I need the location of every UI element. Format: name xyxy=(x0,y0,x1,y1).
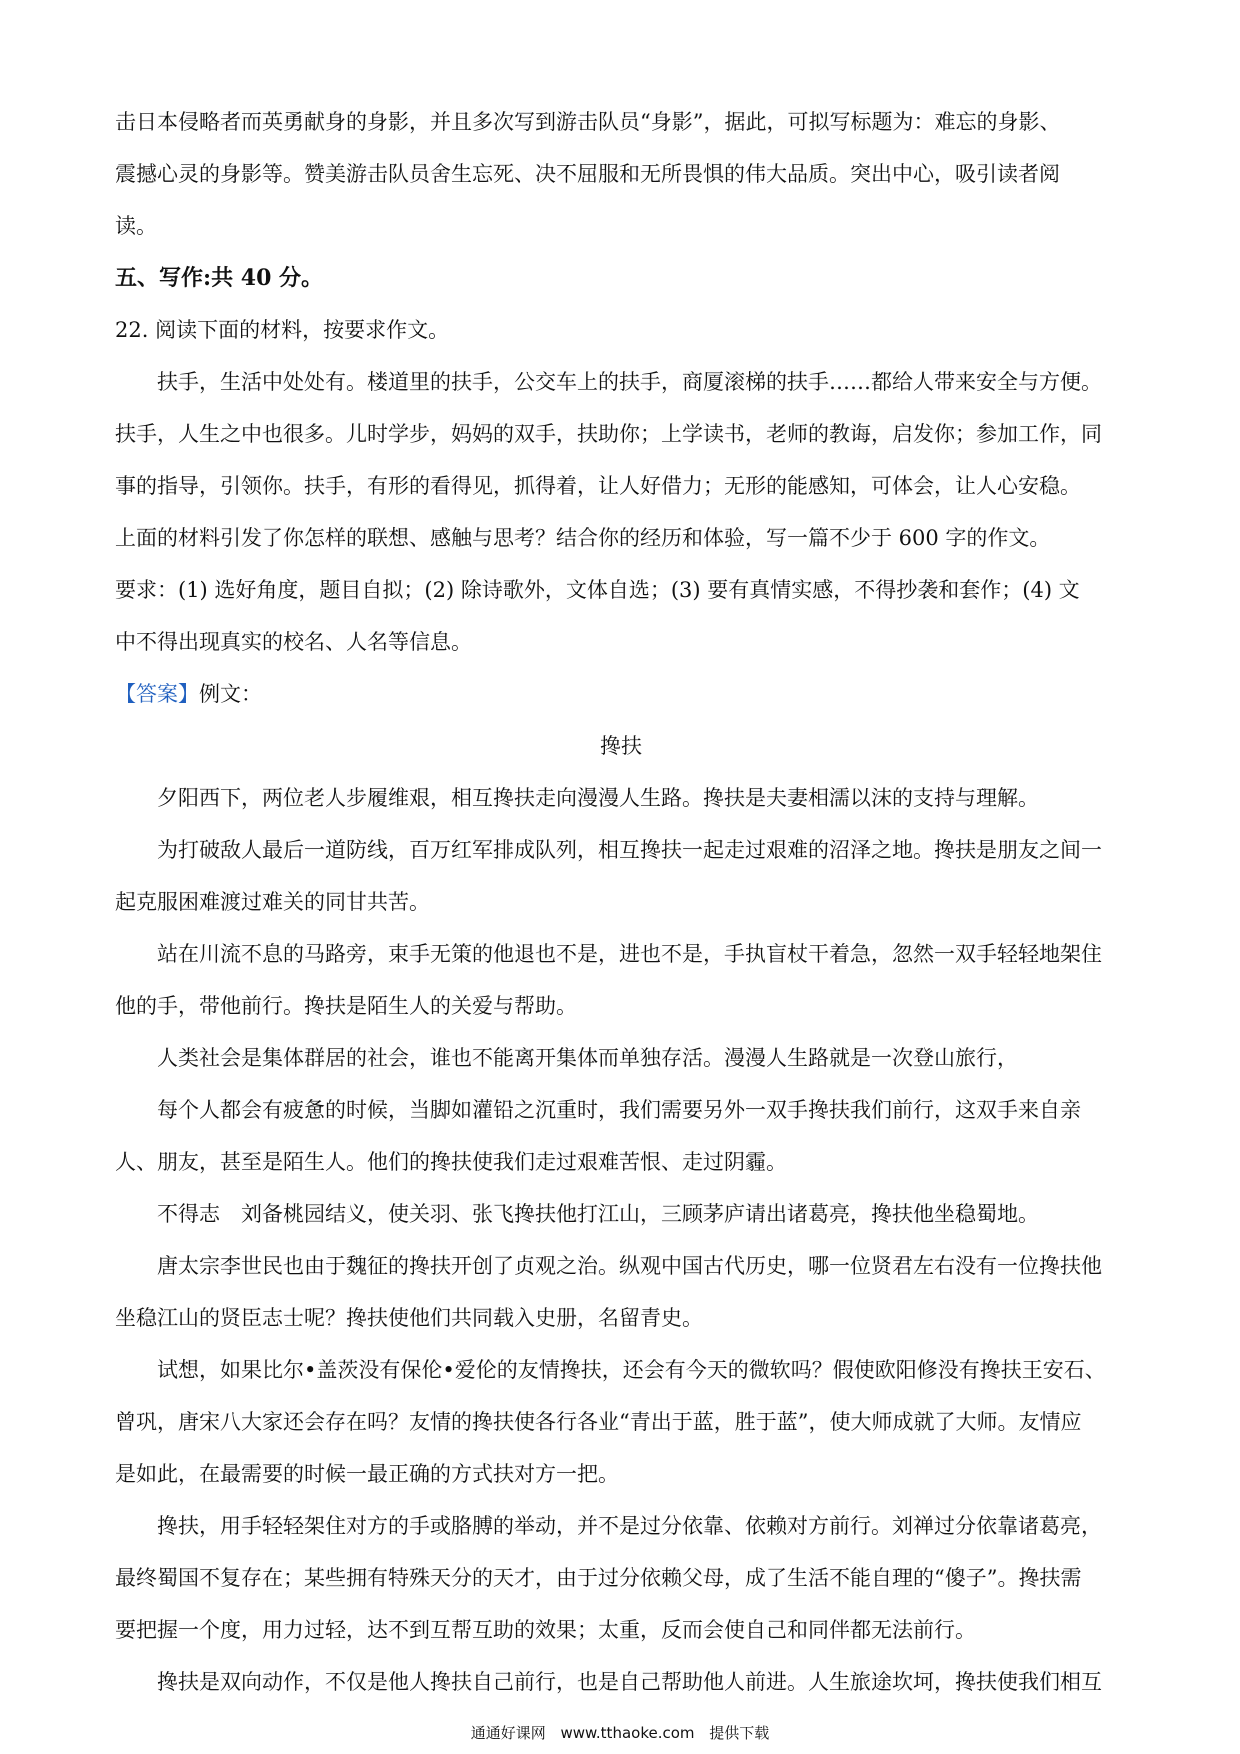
essay-line: 不得志 刘备桃园结义，使关羽、张飞搀扶他打江山，三顾茅庐请出诸葛亮，搀扶他坐稳蜀地。 xyxy=(157,1202,1039,1226)
answer-tag: 【答案】 xyxy=(115,682,199,706)
essay-line: 夕阳西下，两位老人步履维艰，相互搀扶走向漫漫人生路。搀扶是夫妻相濡以沫的支持与理解。 xyxy=(157,786,1039,810)
essay-line: 人、朋友，甚至是陌生人。他们的搀扶使我们走过艰难苦恨、走过阴霾。 xyxy=(115,1150,787,1174)
essay-line: 要把握一个度，用力过轻，达不到互帮互助的效果；太重，反而会使自己和同伴都无法前行。 xyxy=(115,1618,976,1642)
material-line: 扶手，人生之中也很多。儿时学步，妈妈的双手，扶助你；上学读书，老师的教诲，启发你；参加工作，同 xyxy=(115,422,1102,446)
requirements-line: 中不得出现真实的校名、人名等信息。 xyxy=(115,630,472,654)
essay-line: 为打破敌人最后一道防线，百万红军排成队列，相互搀扶一起走过艰难的沼泽之地。搀扶是朋友之间一 xyxy=(157,838,1102,862)
answer-line xyxy=(115,668,1127,720)
essay-line: 是如此，在最需要的时候一最正确的方式扶对方一把。 xyxy=(115,1462,619,1486)
footer-site-name: 通通好课网 xyxy=(470,1724,546,1742)
essay-line: 唐太宗李世民也由于魏征的搀扶开创了贞观之治。纵观中国古代历史，哪一位贤君左右没有一位搀扶他 xyxy=(157,1254,1102,1278)
document-body xyxy=(115,96,1127,1708)
essay-title: 搀扶 xyxy=(600,734,642,758)
essay-line: 他的手，带他前行。搀扶是陌生人的关爱与帮助。 xyxy=(115,994,577,1018)
essay-line: 最终蜀国不复存在；某些拥有特殊天分的天才，由于过分依赖父母，成了生活不能自理的“傻子”。搀扶需 xyxy=(115,1566,1082,1590)
footer-url-link[interactable]: www.tthaoke.com xyxy=(560,1724,695,1742)
answer-text: 例文： xyxy=(199,682,262,706)
essay-line: 人类社会是集体群居的社会，谁也不能离开集体而单独存活。漫漫人生路就是一次登山旅行， xyxy=(157,1046,1018,1070)
essay-line: 每个人都会有疲惫的时候，当脚如灌铅之沉重时，我们需要另外一双手搀扶我们前行，这双手来自亲 xyxy=(157,1098,1081,1122)
essay-line: 站在川流不息的马路旁，束手无策的他退也不是，进也不是，手执盲杖干着急，忽然一双手轻轻地架住 xyxy=(157,942,1102,966)
material-line: 扶手，生活中处处有。楼道里的扶手，公交车上的扶手，商厦滚梯的扶手……都给人带来安全与方便。 xyxy=(157,370,1102,394)
essay-line: 起克服困难渡过难关的同甘共苦。 xyxy=(115,890,430,914)
essay-line: 曾巩，唐宋八大家还会存在吗？友情的搀扶使各行各业“青出于蓝，胜于蓝”，使大师成就了大师。友情应 xyxy=(115,1410,1082,1434)
essay-line: 坐稳江山的贤臣志士呢？搀扶使他们共同载入史册，名留青史。 xyxy=(115,1306,703,1330)
question-line: 22. 阅读下面的材料，按要求作文。 xyxy=(115,318,450,342)
intro-line: 震撼心灵的身影等。赞美游击队员舍生忘死、决不屈服和无所畏惧的伟大品质。突出中心，吸引读者阅 xyxy=(115,162,1060,186)
essay-line: 搀扶是双向动作，不仅是他人搀扶自己前行，也是自己帮助他人前进。人生旅途坎坷，搀扶使我们相互 xyxy=(157,1670,1102,1694)
page-footer xyxy=(0,1722,1240,1743)
footer-suffix: 提供下载 xyxy=(709,1724,770,1742)
section-heading: 五、写作:共 40 分。 xyxy=(115,265,324,291)
requirements-line: 要求：(1) 选好角度，题目自拟；(2) 除诗歌外，文体自选；(3) 要有真情实感，不得抄袭和套作；(4) 文 xyxy=(115,578,1080,602)
essay-line: 试想，如果比尔•盖茨没有保伦•爱伦的友情搀扶，还会有今天的微软吗？假使欧阳修没有搀扶王安石、 xyxy=(157,1358,1106,1382)
intro-line: 击日本侵略者而英勇献身的身影，并且多次写到游击队员“身影”，据此，可拟写标题为：难忘的身影、 xyxy=(115,110,1061,134)
intro-line: 读。 xyxy=(115,214,157,238)
material-line: 上面的材料引发了你怎样的联想、感触与思考？结合你的经历和体验，写一篇不少于 600 字的作文。 xyxy=(115,526,1051,550)
material-line: 事的指导，引领你。扶手，有形的看得见，抓得着，让人好借力；无形的能感知，可体会，让人心安稳。 xyxy=(115,474,1081,498)
essay-line: 搀扶，用手轻轻架住对方的手或胳膊的举动，并不是过分依靠、依赖对方前行。刘禅过分依靠诸葛亮， xyxy=(157,1514,1102,1538)
